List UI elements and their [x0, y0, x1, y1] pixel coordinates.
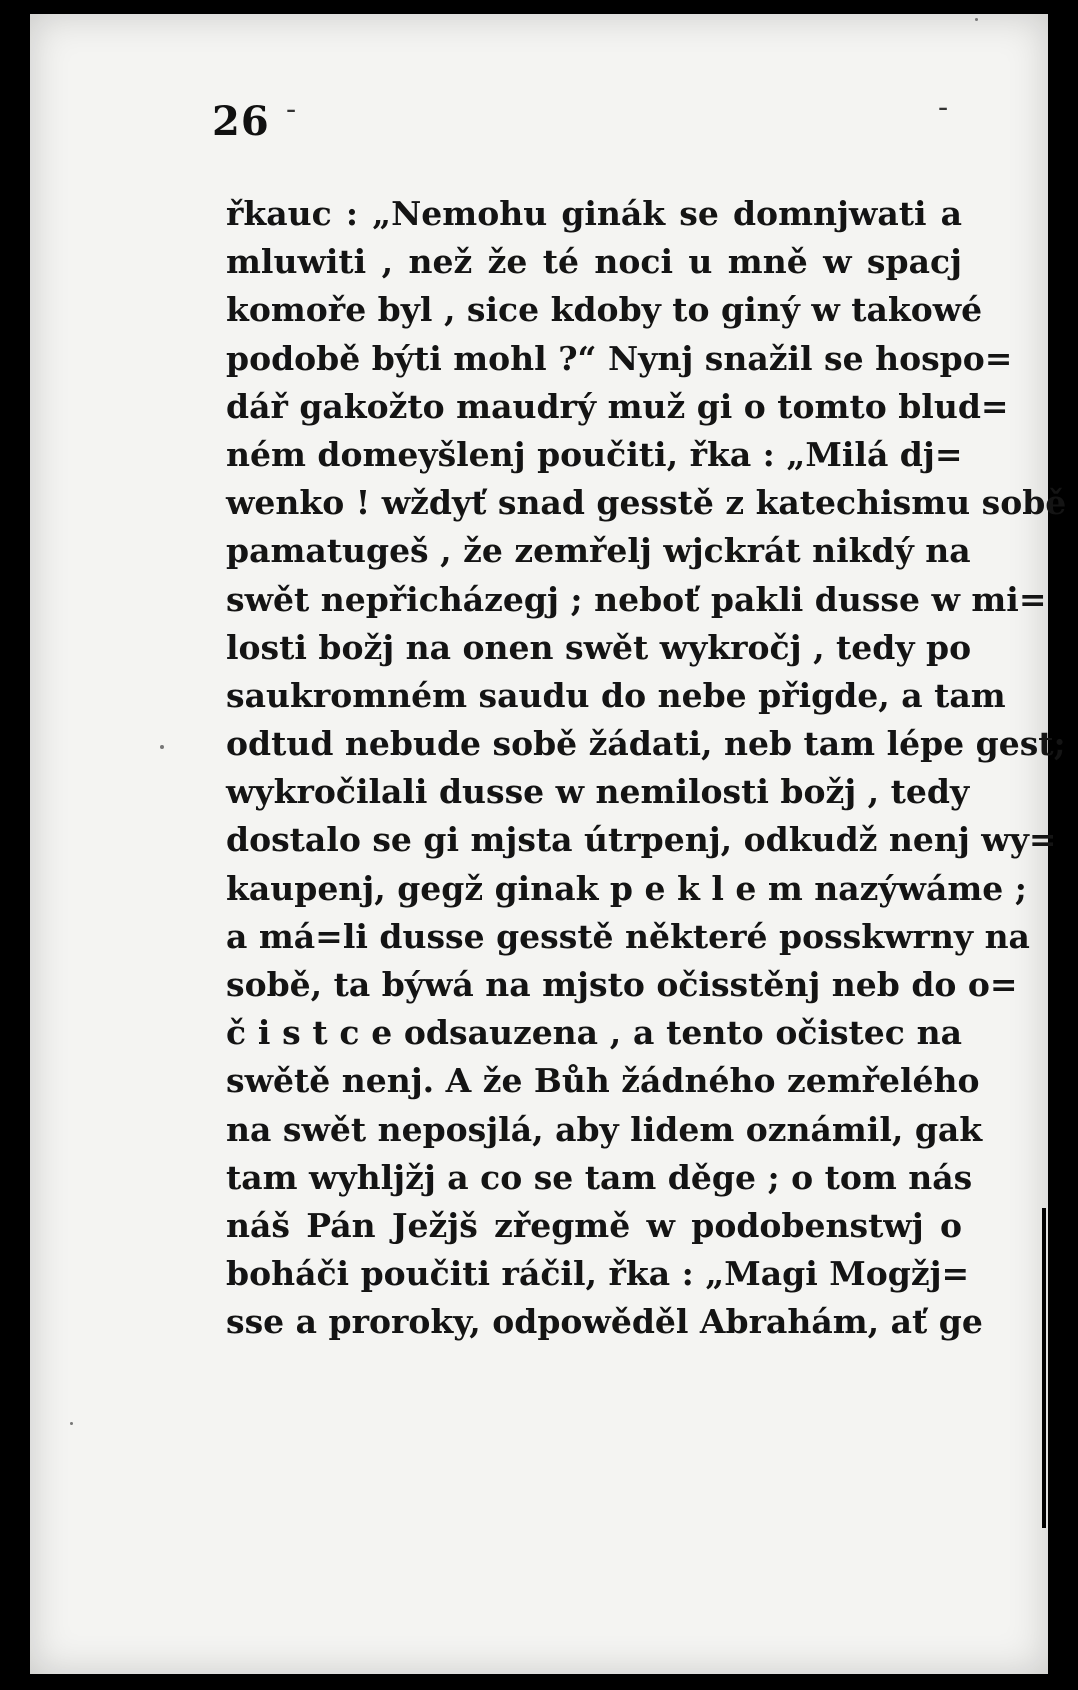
text-line: řkauc : „Nemohu ginák se domnjwati a — [226, 194, 962, 233]
text-line: č i s t c e odsauzena , a tento očistec na — [226, 1013, 962, 1053]
body-text — [226, 190, 1067, 1347]
text-line: náš Pán Ježjš zřegmě w podobenstwj o — [226, 1205, 962, 1245]
text-line: saukromném saudu do nebe přigde, a tam — [226, 675, 1006, 715]
text-line: podobě býti mohl ?“ Nynj snažil se hospo= — [226, 338, 1013, 378]
text-line: swět nepřicházegj ; neboť pakli dusse w mi= — [226, 579, 1047, 619]
text-line: tam wyhljžj a co se tam děge ; o tom nás — [226, 1157, 973, 1197]
paper-speck — [70, 1422, 73, 1425]
text-line: wenko ! wždyť snad gesstě z katechismu sobě — [226, 483, 1067, 523]
text-line: sse a proroky, odpowěděl Abrahám, ať ge — [226, 1302, 983, 1342]
text-line: na swět neposjlá, aby lidem oznámil, gak — [226, 1109, 983, 1149]
paper-speck — [160, 745, 164, 749]
text-line: wykročilali dusse w nemilosti božj , tedy — [226, 772, 970, 812]
text-line: pamatugeš , že zemřelj wjckrát nikdý na — [226, 531, 971, 571]
paper-speck — [975, 18, 978, 21]
header-dash-mark: - — [286, 92, 297, 127]
text-line: losti božj na onen swět wykročj , tedy po — [226, 627, 972, 667]
text-line: dář gakožto maudrý muž gi o tomto blud= — [226, 386, 1009, 426]
text-line: ném domeyšlenj poučiti, řka : „Milá dj= — [226, 434, 963, 474]
text-line: a má=li dusse gesstě některé posskwrny na — [226, 916, 1030, 956]
page-number: 26 — [212, 98, 270, 145]
text-line: swětě nenj. A že Bůh žádného zemřelého — [226, 1061, 980, 1101]
text-line: dostalo se gi mjsta útrpenj, odkudž nenj wy= — [226, 820, 1057, 860]
text-line: mluwiti , než že té noci u mně w spacj — [226, 242, 962, 282]
text-line: odtud nebude sobě žádati, neb tam lépe gest; — [226, 724, 1066, 764]
text-line: kaupenj, gegž ginak p e k l e m nazýwáme ; — [226, 868, 1027, 908]
text-line: komoře byl , sice kdoby to giný w takowé — [226, 290, 983, 330]
corner-dash-mark: - — [938, 90, 949, 125]
text-line: boháči poučiti ráčil, řka : „Magi Mogžj= — [226, 1254, 970, 1294]
text-line: sobě, ta býwá na mjsto očisstěnj neb do o= — [226, 965, 1018, 1004]
margin-mark — [1042, 1208, 1046, 1528]
